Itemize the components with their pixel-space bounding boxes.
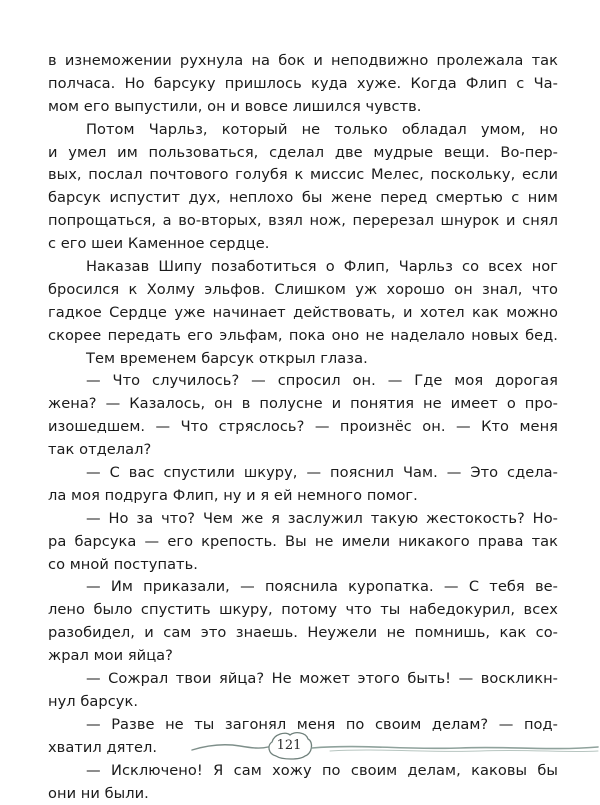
text-line: в изнеможении рухнула на бок и неподвижно пролежала так [48,50,558,73]
text-line: жена? — Казалось, он в полусне и понятия не имеет о про- [48,393,558,416]
text-line: разобидел, и сам это знаешь. Неужели не помнишь, как со- [48,622,558,645]
text-line: вых, послал почтового голубя к миссис Мелес, поскольку, если [48,164,558,187]
page-number: 121 [270,733,308,759]
text-line: ра барсука — его крепость. Вы не имели никакого права так [48,531,558,554]
text-line: так отделал? [48,439,558,462]
text-line: барсук испустит дух, неплохо бы жене перед смертью с ним [48,187,558,210]
text-line: полчаса. Но барсуку пришлось куда хуже. Когда Флип с Ча- [48,73,558,96]
text-line: — Им приказали, — пояснила куропатка. — С тебя ве- [48,576,558,599]
page-footer [0,722,600,789]
text-line: — Исключено! Я сам хожу по своим делам, каковы бы [48,760,558,783]
text-line: Потом Чарльз, который не только обладал умом, но [48,119,558,142]
text-line: изошедшем. — Что стряслось? — произнёс он. — Кто меня [48,416,558,439]
text-line: ла моя подруга Флип, ну и я ей немного помог. [48,485,558,508]
text-line: хватил дятел. [48,737,558,760]
text-line: — С вас спустили шкуру, — пояснил Чам. — Это сдела- [48,462,558,485]
text-line: — Но за что? Чем же я заслужил такую жестокость? Но- [48,508,558,531]
text-line: — Разве не ты загонял меня по своим делам? — под- [48,714,558,737]
text-line: они ни были. [48,783,558,805]
text-line: и умел им пользоваться, сделал две мудрые вещи. Во-пер- [48,142,558,165]
text-line: скорее передать его эльфам, пока оно не наделало новых бед. [48,325,558,348]
text-line: попрощаться, а во-вторых, взял нож, перерезал шнурок и снял [48,210,558,233]
text-body [48,50,558,805]
text-line: Наказав Шипу позаботиться о Флип, Чарльз со всех ног [48,256,558,279]
text-line: — Что случилось? — спросил он. — Где моя дорогая [48,370,558,393]
text-line: гадкое Сердце уже начинает действовать, и хотел как можно [48,302,558,325]
text-line: бросился к Холму эльфов. Слишком уж хорошо он знал, что [48,279,558,302]
text-line: со мной поступать. [48,554,558,577]
text-line: с его шеи Каменное сердце. [48,233,558,256]
text-line: жрал мои яйца? [48,645,558,668]
text-line: лено было спустить шкуру, потому что ты набедокурил, всех [48,599,558,622]
text-line: мом его выпустили, он и вовсе лишился чувств. [48,96,558,119]
text-line: — Сожрал твои яйца? Не может этого быть! — воскликн- [48,668,558,691]
text-line: Тем временем барсук открыл глаза. [48,348,558,371]
text-line: нул барсук. [48,691,558,714]
